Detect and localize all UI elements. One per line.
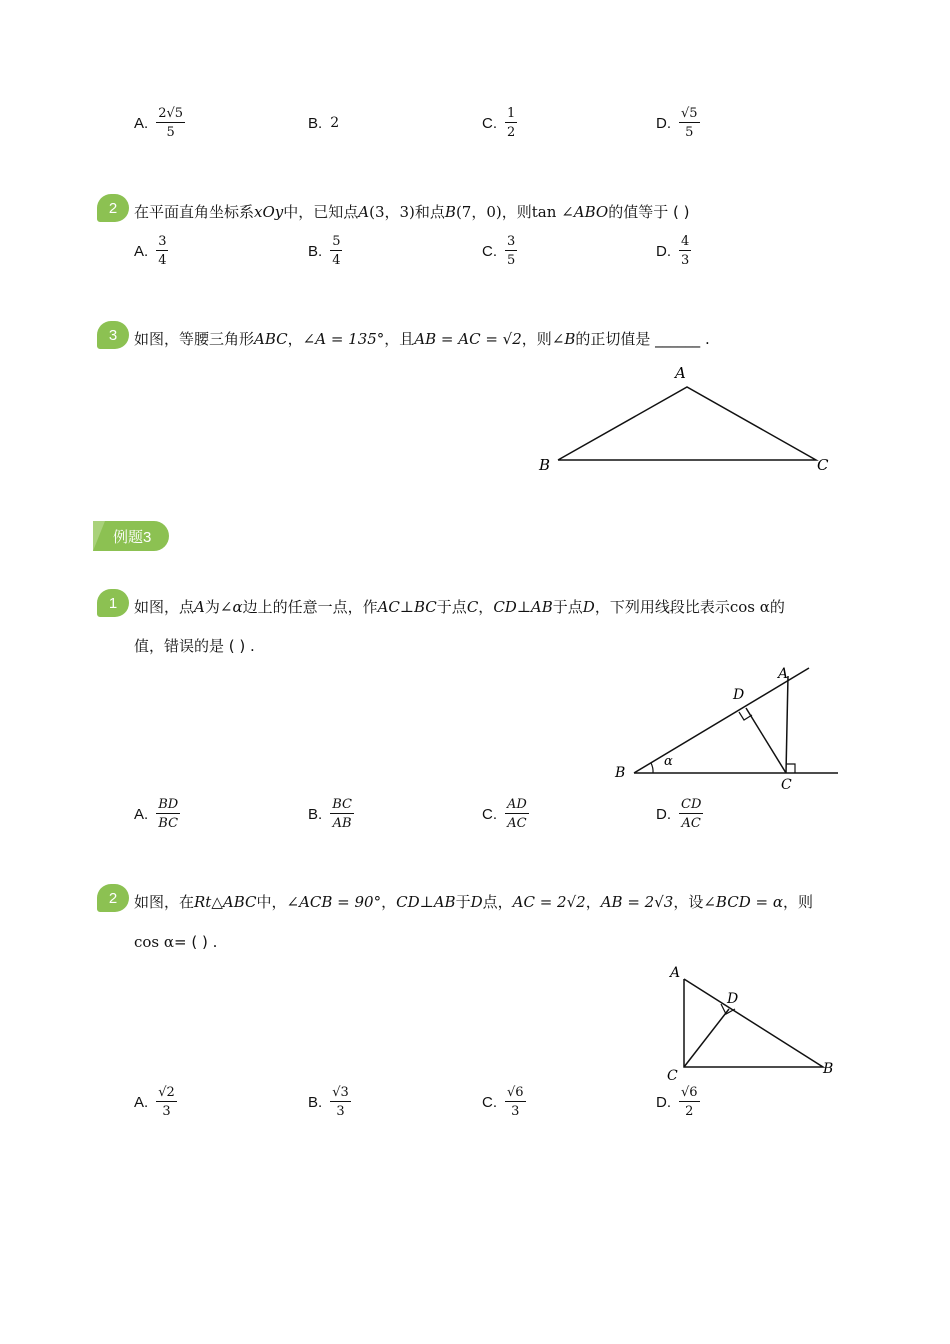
e1-option-b[interactable]: B. $\frac{BC}{AB}$ [308,797,352,831]
isosceles-triangle-figure [530,360,840,480]
q2-option-d[interactable]: D. $\frac{4}{3}$ [656,234,690,268]
fraction: $\frac{CD}{AC}$ [681,797,702,831]
fraction: $\frac{3}{4}$ [158,234,167,268]
vertex-label-c: C [817,456,829,474]
example-2-text-line-1: 如图，在Rt△ABC中，∠ACB = 90°，CD⊥AB于D点，AC = 2√2，AB = 2√3，设∠BCD = α，则 [134,893,813,911]
q-prev-option-c[interactable]: C. $\frac{1}{2}$ [482,106,516,140]
fraction: $\frac{3}{5}$ [507,234,516,268]
point-label-a: A [778,666,789,682]
fraction: $\frac{√5}{5}$ [681,106,698,140]
e1-option-a[interactable]: A. $\frac{BD}{BC}$ [134,797,179,831]
e2-option-c[interactable]: C. $\frac{√6}{3}$ [482,1085,524,1119]
fraction: $\frac{√3}{3}$ [332,1085,349,1119]
right-angle-mark-c [786,764,795,773]
q2-option-b[interactable]: B. $\frac{5}{4}$ [308,234,341,268]
fraction: $\frac{4}{3}$ [681,234,690,268]
point-label-d: D [727,991,739,1007]
fraction: $\frac{AD}{AC}$ [507,797,527,831]
point-label-c: C [667,1068,678,1084]
vertex-label-a: A [675,364,686,382]
angle-label-alpha: α [664,754,673,769]
q-prev-option-b[interactable]: B. 2 [308,114,340,132]
q2-option-c[interactable]: C. $\frac{3}{5}$ [482,234,516,268]
fraction: $\frac{√6}{2}$ [681,1085,698,1119]
example-2-text-line-2: cos α= ( ) . [134,933,218,951]
section-banner: 例题3 [93,521,169,551]
point-label-b: B [823,1061,834,1077]
triangle-outline [558,387,816,460]
question-number-badge: 2 [97,194,129,222]
triangle-outline [684,979,823,1067]
example-1-text-line-2: 值，错误的是 ( ) . [134,637,255,655]
fraction: $\frac{1}{2}$ [507,106,516,140]
question-3-text: 如图，等腰三角形ABC，∠A = 135°，且AB = AC = √2，则∠B的正切值是 ______ . [134,330,710,348]
q-prev-option-a[interactable]: A. $\frac{2√5}{5}$ [134,106,184,140]
q-prev-option-d[interactable]: D. $\frac{√5}{5}$ [656,106,698,140]
e2-option-b[interactable]: B. $\frac{√3}{3}$ [308,1085,349,1119]
vertex-label-b: B [539,456,551,474]
question-number-badge: 2 [97,884,129,912]
e1-option-c[interactable]: C. $\frac{AD}{AC}$ [482,797,527,831]
point-label-b: B [615,765,626,781]
slanted-ray [634,668,809,773]
question-number-badge: 1 [97,589,129,617]
e2-option-a[interactable]: A. $\frac{√2}{3}$ [134,1085,175,1119]
angle-alpha-figure [605,660,845,795]
point-label-c: C [781,777,792,793]
segment-cd [684,1009,729,1067]
e1-option-d[interactable]: D. $\frac{CD}{AC}$ [656,797,702,831]
right-triangle-figure [660,960,845,1090]
question-number-badge: 3 [97,321,129,349]
example-1-text-line-1: 如图，点A为∠α边上的任意一点，作AC⊥BC于点C，CD⊥AB于点D，下列用线段比表示cos α的 [134,598,785,616]
fraction: $\frac{BD}{BC}$ [158,797,179,831]
q2-option-a[interactable]: A. $\frac{3}{4}$ [134,234,167,268]
question-2-text: 在平面直角坐标系xOy中，已知点A(3，3)和点B(7，0)，则tan ∠ABO的值等于 ( ) [134,203,690,221]
fraction: $\frac{√6}{3}$ [507,1085,524,1119]
fraction: $\frac{5}{4}$ [332,234,341,268]
fraction: $\frac{BC}{AB}$ [332,797,352,831]
e2-option-d[interactable]: D. $\frac{√6}{2}$ [656,1085,698,1119]
angle-arc [651,763,653,773]
segment-cd [746,708,786,773]
point-label-a: A [670,965,681,981]
segment-ac [786,676,788,773]
fraction: $\frac{√2}{3}$ [158,1085,175,1119]
fraction: $\frac{2√5}{5}$ [158,106,184,140]
point-label-d: D [733,687,745,703]
